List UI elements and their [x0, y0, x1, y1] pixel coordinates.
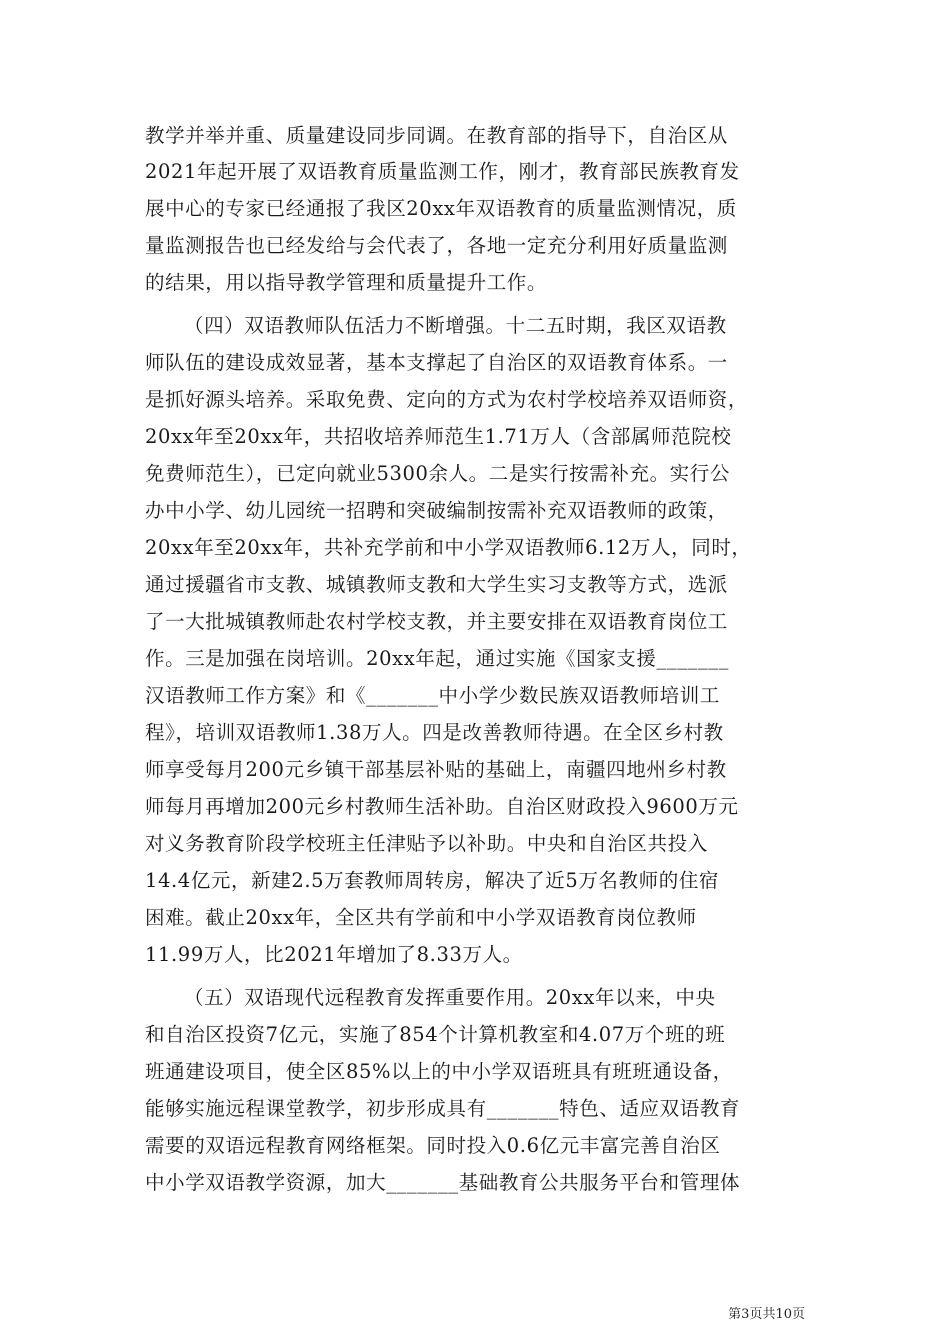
body-text-line: 的结果，用以指导教学管理和质量提升工作。: [145, 271, 548, 294]
page-number-label: 第3页共10页: [728, 1307, 805, 1322]
body-text-line: 和自治区投资7亿元，实施了854个计算机教室和4.07万个班的班: [145, 1023, 726, 1046]
body-text-line: 量监测报告也已经发给与会代表了，各地一定充分利用好质量监测: [145, 234, 728, 257]
body-text-line: 中小学双语教学资源，加大_______基础教育公共服务平台和管理体: [145, 1171, 741, 1194]
body-text-line: 作。三是加强在岗培训。20xx年起，通过实施《国家支援_______: [145, 647, 729, 670]
body-text-line: 了一大批城镇教师赴农村学校支教，并主要安排在双语教育岗位工: [145, 610, 728, 633]
body-text-line: 展中心的专家已经通报了我区20xx年双语教育的质量监测情况，质: [145, 197, 737, 220]
body-text-line: 师每月再增加200元乡村教师生活补助。自治区财政投入9600万元: [145, 795, 739, 818]
body-text-line: 班通建设项目，使全区85%以上的中小学双语班具有班班通设备，: [145, 1060, 733, 1083]
body-text-line: 14.4亿元，新建2.5万套教师周转房，解决了近5万名教师的住宿: [145, 869, 720, 892]
section-heading-line: （五）双语现代远程教育发挥重要作用。20xx年以来，中央: [184, 986, 716, 1009]
body-text-line: 对义务教育阶段学校班主任津贴予以补助。中央和自治区共投入: [145, 832, 708, 855]
body-text-line: 通过援疆省市支教、城镇教师支教和大学生实习支教等方式，选派: [145, 573, 728, 596]
body-text-line: 20xx年至20xx年，共招收培养师范生1.71万人（含部属师范院校: [145, 425, 732, 448]
body-text-line: 汉语教师工作方案》和《_______中小学少数民族双语教师培训工: [145, 684, 720, 707]
body-text-line: 师享受每月200元乡镇干部基层补贴的基础上，南疆四地州乡村教: [145, 758, 727, 781]
body-text-line: 能够实施远程课堂教学，初步形成具有_______特色、适应双语教育: [145, 1097, 741, 1120]
body-text-line: 困难。截止20xx年，全区共有学前和中小学双语教育岗位教师: [145, 906, 697, 929]
body-text-line: 教学并举并重、质量建设同步同调。在教育部的指导下，自治区从: [145, 124, 728, 147]
body-text-line: 是抓好源头培养。采取免费、定向的方式为农村学校培养双语师资，: [145, 388, 749, 411]
body-text-line: 11.99万人，比2021年增加了8.33万人。: [145, 943, 523, 966]
body-text-line: 免费师范生），已定向就业5300余人。二是实行按需补充。实行公: [145, 462, 730, 485]
body-text-line: 程》，培训双语教师1.38万人。四是改善教师待遇。在全区乡村教: [145, 721, 724, 744]
section-heading-line: （四）双语教师队伍活力不断增强。十二五时期，我区双语教: [184, 314, 727, 337]
body-text-line: 20xx年至20xx年，共补充学前和中小学双语教师6.12万人，同时，: [145, 536, 752, 559]
body-text-line: 师队伍的建设成效显著，基本支撑起了自治区的双语教育体系。一: [145, 351, 728, 374]
body-text-line: 办中小学、幼儿园统一招聘和突破编制按需补充双语教师的政策，: [145, 499, 728, 522]
body-text-line: 2021年起开展了双语教育质量监测工作，刚才，教育部民族教育发: [145, 160, 740, 183]
body-text-line: 需要的双语远程教育网络框架。同时投入0.6亿元丰富完善自治区: [145, 1134, 721, 1157]
